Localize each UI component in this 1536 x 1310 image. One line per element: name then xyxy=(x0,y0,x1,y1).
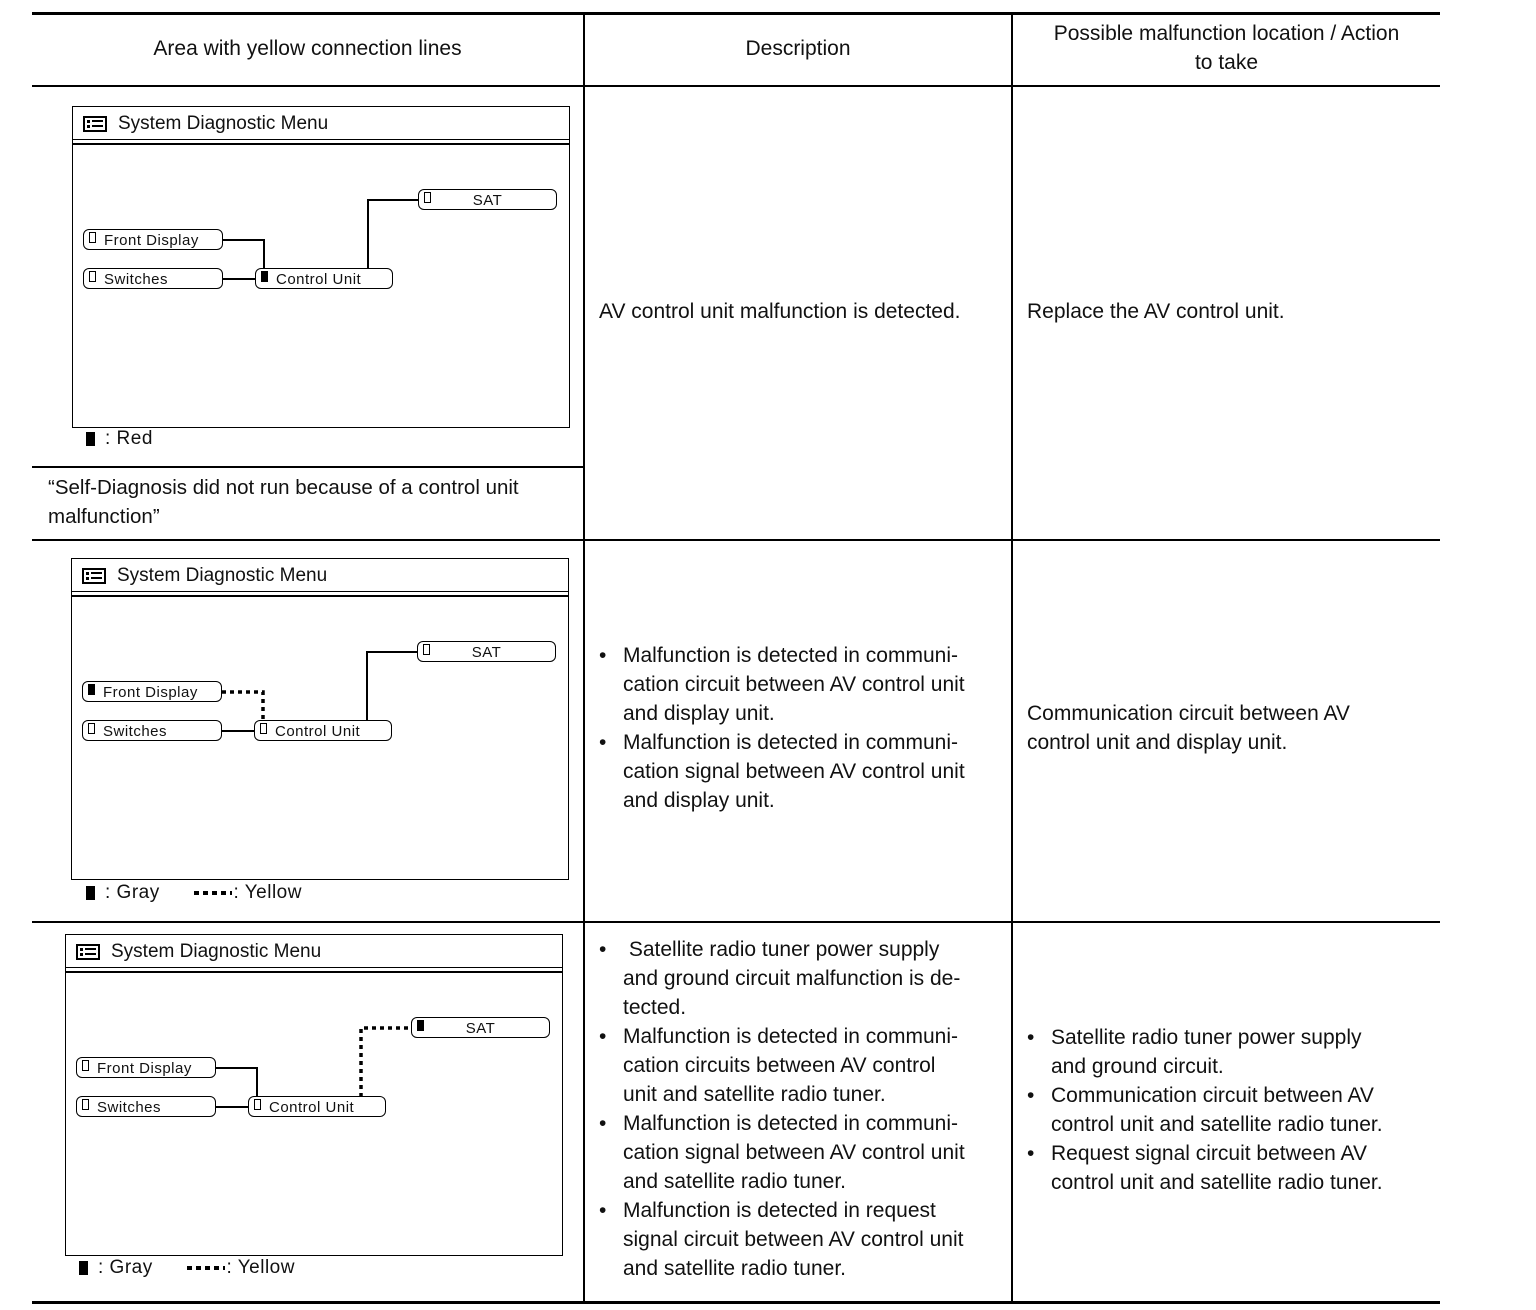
header-description: Description xyxy=(745,37,851,60)
row3-action xyxy=(1027,1023,1437,1197)
node-sat xyxy=(418,189,557,210)
action-bullet xyxy=(1027,1023,1437,1081)
bullet-line: • Malfunction is detected in communi- xyxy=(623,731,958,754)
node-label: Switches xyxy=(103,723,168,740)
row2-action xyxy=(1027,699,1437,757)
bullet-line: • Malfunction is detected in communi- xyxy=(623,1025,958,1048)
description-bullet xyxy=(599,641,1009,728)
bullet-line: • Malfunction is detected in request xyxy=(623,1199,936,1222)
bullet-line: cation circuits between AV control xyxy=(623,1054,936,1077)
legend-square-icon xyxy=(86,886,95,900)
row1-caption-rule xyxy=(32,466,584,468)
connection-lines xyxy=(72,559,568,879)
legend-row3 xyxy=(79,1257,295,1279)
caption-line: “Self-Diagnosis did not run because of a control unit xyxy=(48,476,519,499)
diagnostic-menu-screen-1 xyxy=(72,106,570,428)
node-label: Switches xyxy=(97,1099,162,1116)
caption-line: malfunction” xyxy=(48,505,160,528)
node-switches xyxy=(76,1096,216,1117)
legend-square-icon xyxy=(79,1261,88,1275)
node-label: Front Display xyxy=(97,1060,192,1077)
header-area: Area with yellow connection lines xyxy=(153,37,462,60)
legend-square-label: : Gray xyxy=(105,882,160,903)
bullet-line: • Malfunction is detected in communi- xyxy=(623,1112,958,1135)
bullet-line: and ground circuit. xyxy=(1051,1055,1224,1078)
bullet-line: cation signal between AV control unit xyxy=(623,1141,965,1164)
action-line: Communication circuit between AV xyxy=(1027,702,1350,725)
legend-dots-label: : Yellow xyxy=(226,1257,295,1278)
legend-dots-label: : Yellow xyxy=(233,882,302,903)
node-front-display xyxy=(83,229,223,250)
row2-description xyxy=(599,641,1009,815)
bullet-line: control unit and satellite radio tuner. xyxy=(1051,1171,1383,1194)
legend-row1 xyxy=(86,428,153,450)
node-switches xyxy=(82,720,222,741)
connection-lines xyxy=(73,107,569,427)
bullet-line: and display unit. xyxy=(623,789,775,812)
status-square-icon xyxy=(89,271,96,282)
node-switches xyxy=(83,268,223,289)
row1-action: Replace the AV control unit. xyxy=(1027,300,1285,323)
node-label: SAT xyxy=(472,192,503,209)
menu-title: System Diagnostic Menu xyxy=(111,941,322,962)
node-sat xyxy=(417,641,556,662)
diagnostic-menu-screen-3 xyxy=(65,934,563,1256)
bullet-line: • Request signal circuit between AV xyxy=(1051,1142,1367,1165)
description-bullet xyxy=(599,1022,1009,1109)
status-square-icon xyxy=(88,723,95,734)
legend-square-label: : Gray xyxy=(98,1257,153,1278)
status-square-icon xyxy=(254,1099,261,1110)
row1-caption xyxy=(48,473,578,531)
legend-square-label: : Red xyxy=(105,428,153,449)
bullet-line: • Communication circuit between AV xyxy=(1051,1084,1374,1107)
bullet-line: and ground circuit malfunction is de- xyxy=(623,967,961,990)
node-label: Control Unit xyxy=(276,271,362,288)
action-line: control unit and display unit. xyxy=(1027,731,1288,754)
bullet-line: • Satellite radio tuner power supply xyxy=(623,938,940,961)
status-square-icon xyxy=(82,1060,89,1071)
header-action xyxy=(1013,19,1440,77)
row1-bottom-rule xyxy=(32,539,1440,541)
bullet-line: and display unit. xyxy=(623,702,775,725)
bullet-line: cation signal between AV control unit xyxy=(623,760,965,783)
description-bullet xyxy=(599,1109,1009,1196)
col-divider-1 xyxy=(583,12,585,1304)
status-square-icon xyxy=(82,1099,89,1110)
node-label: Control Unit xyxy=(269,1099,355,1116)
action-bullet xyxy=(1027,1139,1437,1197)
legend-dotted-line-icon xyxy=(194,890,232,896)
bullet-line: tected. xyxy=(623,996,687,1019)
node-control-unit xyxy=(254,720,392,741)
row3-description xyxy=(599,935,1009,1283)
description-bullet xyxy=(599,1196,1009,1283)
bullet-line: and satellite radio tuner. xyxy=(623,1170,846,1193)
legend-row2 xyxy=(86,882,302,904)
menu-title: System Diagnostic Menu xyxy=(118,113,329,134)
node-label: Front Display xyxy=(104,232,199,249)
bullet-line: and satellite radio tuner. xyxy=(623,1257,846,1280)
table-bottom-rule xyxy=(32,1301,1440,1304)
bullet-line: signal circuit between AV control unit xyxy=(623,1228,964,1251)
col-divider-2 xyxy=(1011,12,1013,1304)
header-bottom-rule xyxy=(32,85,1440,87)
status-square-icon xyxy=(261,271,268,282)
legend-dotted-line-icon xyxy=(187,1265,225,1271)
description-bullet xyxy=(599,935,1009,1022)
node-label: SAT xyxy=(471,644,502,661)
bullet-line: control unit and satellite radio tuner. xyxy=(1051,1113,1383,1136)
node-label: Switches xyxy=(104,271,169,288)
node-label: Control Unit xyxy=(275,723,361,740)
header-action-line1: Possible malfunction location / Action xyxy=(1053,22,1400,45)
bullet-line: • Malfunction is detected in communi- xyxy=(623,644,958,667)
bullet-line: unit and satellite radio tuner. xyxy=(623,1083,886,1106)
description-bullet xyxy=(599,728,1009,815)
node-control-unit xyxy=(248,1096,386,1117)
table-top-rule xyxy=(32,12,1440,15)
row2-bottom-rule xyxy=(32,921,1440,923)
connection-lines xyxy=(66,935,562,1255)
node-front-display xyxy=(82,681,222,702)
diagnostic-menu-screen-2 xyxy=(71,558,569,880)
status-square-icon xyxy=(89,232,96,243)
status-square-icon xyxy=(260,723,267,734)
node-front-display xyxy=(76,1057,216,1078)
menu-title: System Diagnostic Menu xyxy=(117,565,328,586)
node-control-unit xyxy=(255,268,393,289)
node-sat xyxy=(411,1017,550,1038)
node-label: Front Display xyxy=(103,684,198,701)
header-action-line2: to take xyxy=(1194,51,1259,74)
legend-square-icon xyxy=(86,432,95,446)
node-label: SAT xyxy=(465,1020,496,1037)
bullet-line: • Satellite radio tuner power supply xyxy=(1051,1026,1362,1049)
row1-description: AV control unit malfunction is detected. xyxy=(599,300,961,323)
status-square-icon xyxy=(88,684,95,695)
bullet-line: cation circuit between AV control unit xyxy=(623,673,965,696)
action-bullet xyxy=(1027,1081,1437,1139)
